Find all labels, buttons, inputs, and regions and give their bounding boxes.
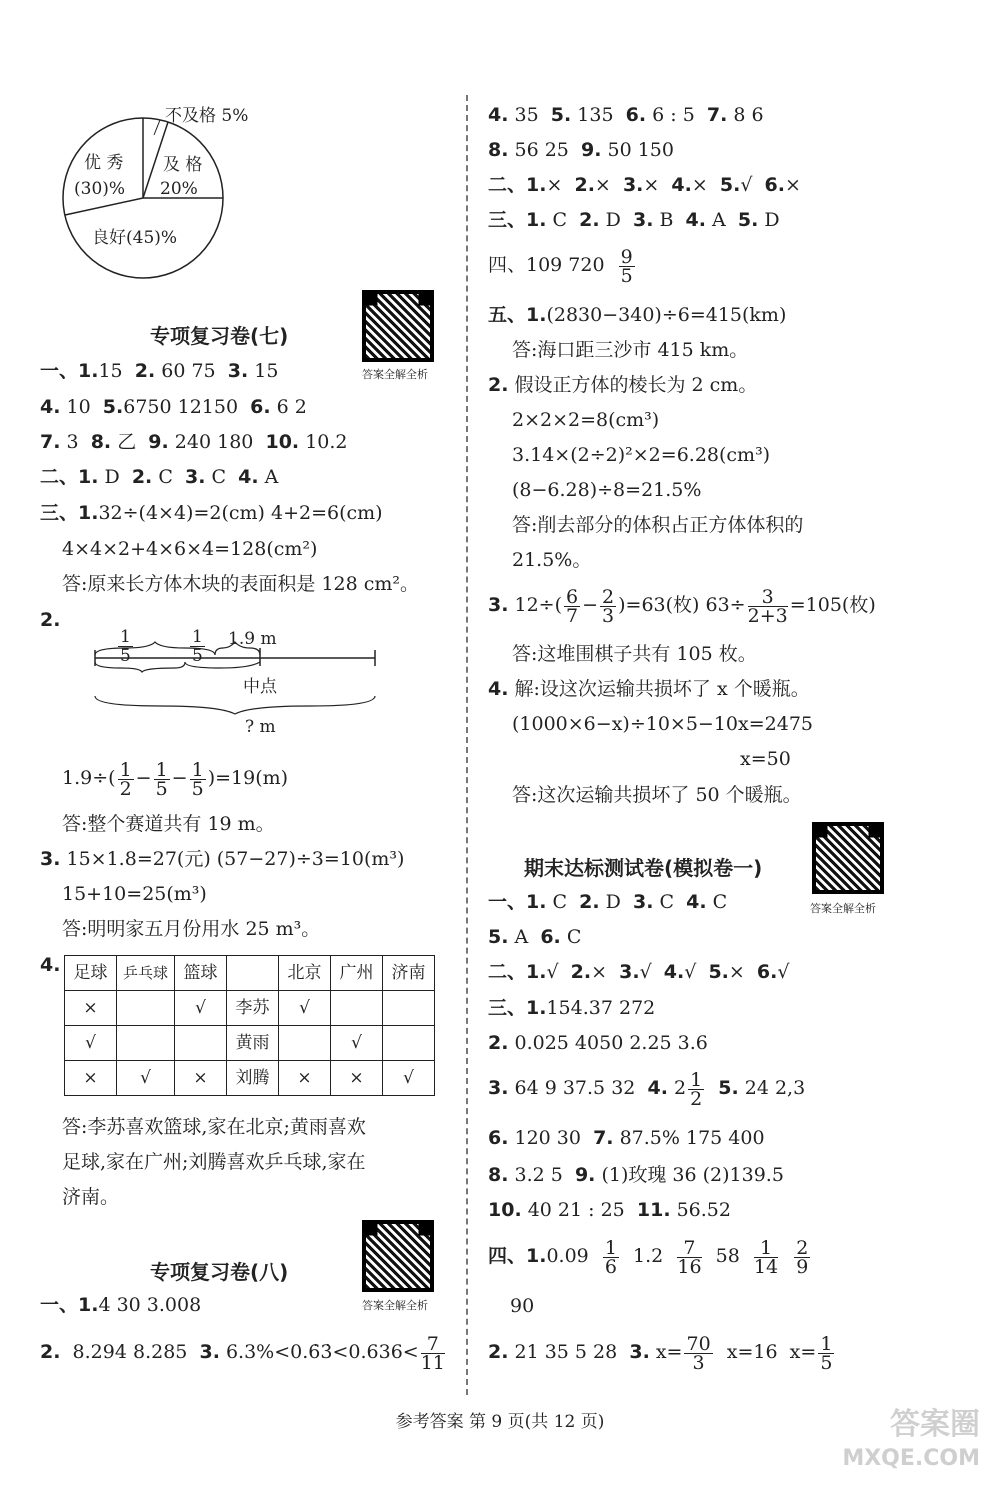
answer-line: 2×2×2=8(cm³) — [512, 409, 660, 431]
qr-caption: 答案全解全析 — [362, 368, 428, 381]
answer-line: 答:这次运输共损坏了 50 个暖瓶。 — [512, 784, 802, 806]
qr-caption: 答案全解全析 — [810, 902, 876, 915]
answer-line: 三、1. C 2. D 3. B 4. A 5. D — [488, 209, 780, 231]
answer-line: 4. 10 5.6750 12150 6. 6 2 — [40, 396, 307, 418]
qr-code — [812, 822, 884, 894]
answer-line: 二、1. D 2. C 3. C 4. A — [40, 466, 279, 488]
pie-label-excellent: 优 秀 — [84, 153, 124, 173]
answer-line: 7. 3 8. 乙 9. 240 180 10. 10.2 — [40, 431, 348, 453]
answer-line: 3. 15×1.8=27(元) (57−27)÷3=10(m³) — [40, 848, 405, 870]
table-row: √ 黄雨 √ — [65, 1026, 435, 1061]
pie-label-fail: 不及格 5% — [165, 106, 249, 126]
answer-line: 90 — [510, 1295, 535, 1317]
answer-line: 答:这堆围棋子共有 105 枚。 — [512, 643, 757, 665]
answer-line: 答:原来长方体木块的表面积是 128 cm²。 — [62, 573, 420, 595]
section-title: 专项复习卷(七) — [150, 324, 289, 348]
answer-line: 五、1.(2830−340)÷6=415(km) — [488, 304, 787, 326]
answer-line: 4×4×2+4×6×4=128(cm²) — [62, 538, 318, 560]
diagram-midpoint: 中点 — [243, 677, 277, 697]
answer-line: 答:李苏喜欢篮球,家在北京;黄雨喜欢 — [62, 1116, 366, 1138]
section-title: 期末达标测试卷(模拟卷一) — [524, 856, 763, 880]
answer-line: 三、1.32÷(4×4)=2(cm) 4+2=6(cm) — [40, 502, 383, 524]
answer-line: 答:削去部分的体积占正方体体积的 — [512, 514, 804, 536]
pie-label-pass: 及 格 — [163, 155, 203, 175]
answer-line: 2. 8.294 8.285 3. 6.3%<0.6̇3̇<0.636< $\frac{7}{11}$ — [40, 1332, 445, 1374]
answer-line: 2. 21 35 5 28 3. x= $\frac{70}{3}$ x=16 x= $\frac{1}{5}$ — [488, 1332, 833, 1374]
answer-line: 三、1.154.37 272 — [488, 997, 656, 1019]
qr-caption: 答案全解全析 — [362, 1299, 428, 1312]
answer-line: 6. 120 30 7. 87.5% 175 400 — [488, 1127, 765, 1149]
answer-line: 3. 64 9 37.5 32 4. 2 $\frac{1}{2}$ 5. 24 2,3 — [488, 1068, 806, 1110]
pie-label-pass-pct: 20% — [160, 179, 198, 199]
answer-line: 四、1.0.09 $\frac{1}{6}$ 1.2 $\frac{7}{16}$ 58 $\frac{1}{14}$ $\frac{2}{9}$ — [488, 1236, 809, 1278]
section-title: 专项复习卷(八) — [150, 1260, 289, 1284]
answer-line: 一、1.15 2. 60 75 3. 15 — [40, 360, 279, 382]
answer-line: x=50 — [740, 748, 791, 770]
diagram-fraction: $\frac{1}{5}$ — [192, 627, 203, 666]
answer-line: 8. 56 25 9. 50 150 — [488, 139, 674, 161]
answer-line: 足球,家在广州;刘腾喜欢乒乓球,家在 — [62, 1151, 366, 1173]
question-number: 4. — [40, 954, 61, 976]
answer-line: (1000×6−x)÷10×5−10x=2475 — [512, 713, 814, 735]
answer-line: 答:海口距三沙市 415 km。 — [512, 339, 749, 361]
answer-line: 一、1.4 30 3.008 — [40, 1294, 202, 1316]
watermark: 答案圈 MXQE.COM — [842, 1407, 980, 1471]
page-footer: 参考答案 第 9 页(共 12 页) — [395, 1412, 605, 1432]
logic-table — [64, 955, 435, 1096]
question-number: 2. — [40, 609, 61, 631]
qr-code — [362, 1220, 434, 1292]
answer-line: 二、1.√ 2.× 3.√ 4.√ 5.× 6.√ — [488, 961, 790, 983]
answer-line: (8−6.28)÷8=21.5% — [512, 479, 702, 501]
pie-label-excellent-pct: (30)% — [74, 179, 126, 199]
answer-line: 4. 解:设这次运输共损坏了 x 个暖瓶。 — [488, 678, 810, 700]
answer-line: 15+10=25(m³) — [62, 883, 207, 905]
diagram-length: 1.9 m — [228, 629, 277, 649]
qr-code — [362, 290, 434, 362]
answer-line: 一、1. C 2. D 3. C 4. C — [488, 891, 728, 913]
brace — [95, 662, 185, 672]
answer-line: 3.14×(2÷2)²×2=6.28(cm³) — [512, 444, 771, 466]
answer-line: 二、1.× 2.× 3.× 4.× 5.√ 6.× — [488, 174, 801, 196]
answer-line: 四、109 720 $\frac{9}{5}$ — [488, 245, 633, 287]
brace-total — [95, 696, 375, 714]
diagram-fraction: $\frac{1}{5}$ — [120, 627, 131, 666]
answer-line: 4. 35 5. 135 6. 6 : 5 7. 8 6 — [488, 104, 764, 126]
answer-line: 8. 3.2 5 9. (1)玫瑰 36 (2)139.5 — [488, 1164, 784, 1186]
column-divider — [466, 95, 468, 1395]
pie-label-good: 良好(45)% — [92, 228, 178, 248]
answer-line: 3. 12÷( $\frac{6}{7}$ − $\frac{2}{3}$ )=63(枚) 63÷ $\frac{3}{2+3}$ =105(枚) — [488, 585, 876, 627]
answer-line: 答:整个赛道共有 19 m。 — [62, 813, 275, 835]
answer-line: 5. A 6. C — [488, 926, 582, 948]
answer-line: 10. 40 21 : 25 11. 56.52 — [488, 1199, 731, 1221]
answer-line: 2. 0.025 4050 2.25 3.6 — [488, 1032, 708, 1054]
answer-line: 21.5%。 — [512, 549, 592, 571]
pie-pointer — [154, 120, 160, 135]
answer-line: 答:明明家五月份用水 25 m³。 — [62, 918, 321, 940]
table-row: 足球 乒乓球 篮球 北京 广州 济南 — [65, 956, 435, 991]
answer-line: 2. 假设正方体的棱长为 2 cm。 — [488, 374, 758, 396]
diagram-total: ? m — [245, 717, 276, 737]
table-row: × √ 李苏 √ — [65, 991, 435, 1026]
answer-line: 1.9÷( $\frac{1}{2}$ − $\frac{1}{5}$ − $\frac{1}{5}$ )=19(m) — [62, 758, 289, 800]
answer-line: 济南。 — [62, 1186, 120, 1208]
segment-diagram — [90, 600, 390, 740]
table-row: × √ × 刘腾 × × √ — [65, 1061, 435, 1096]
